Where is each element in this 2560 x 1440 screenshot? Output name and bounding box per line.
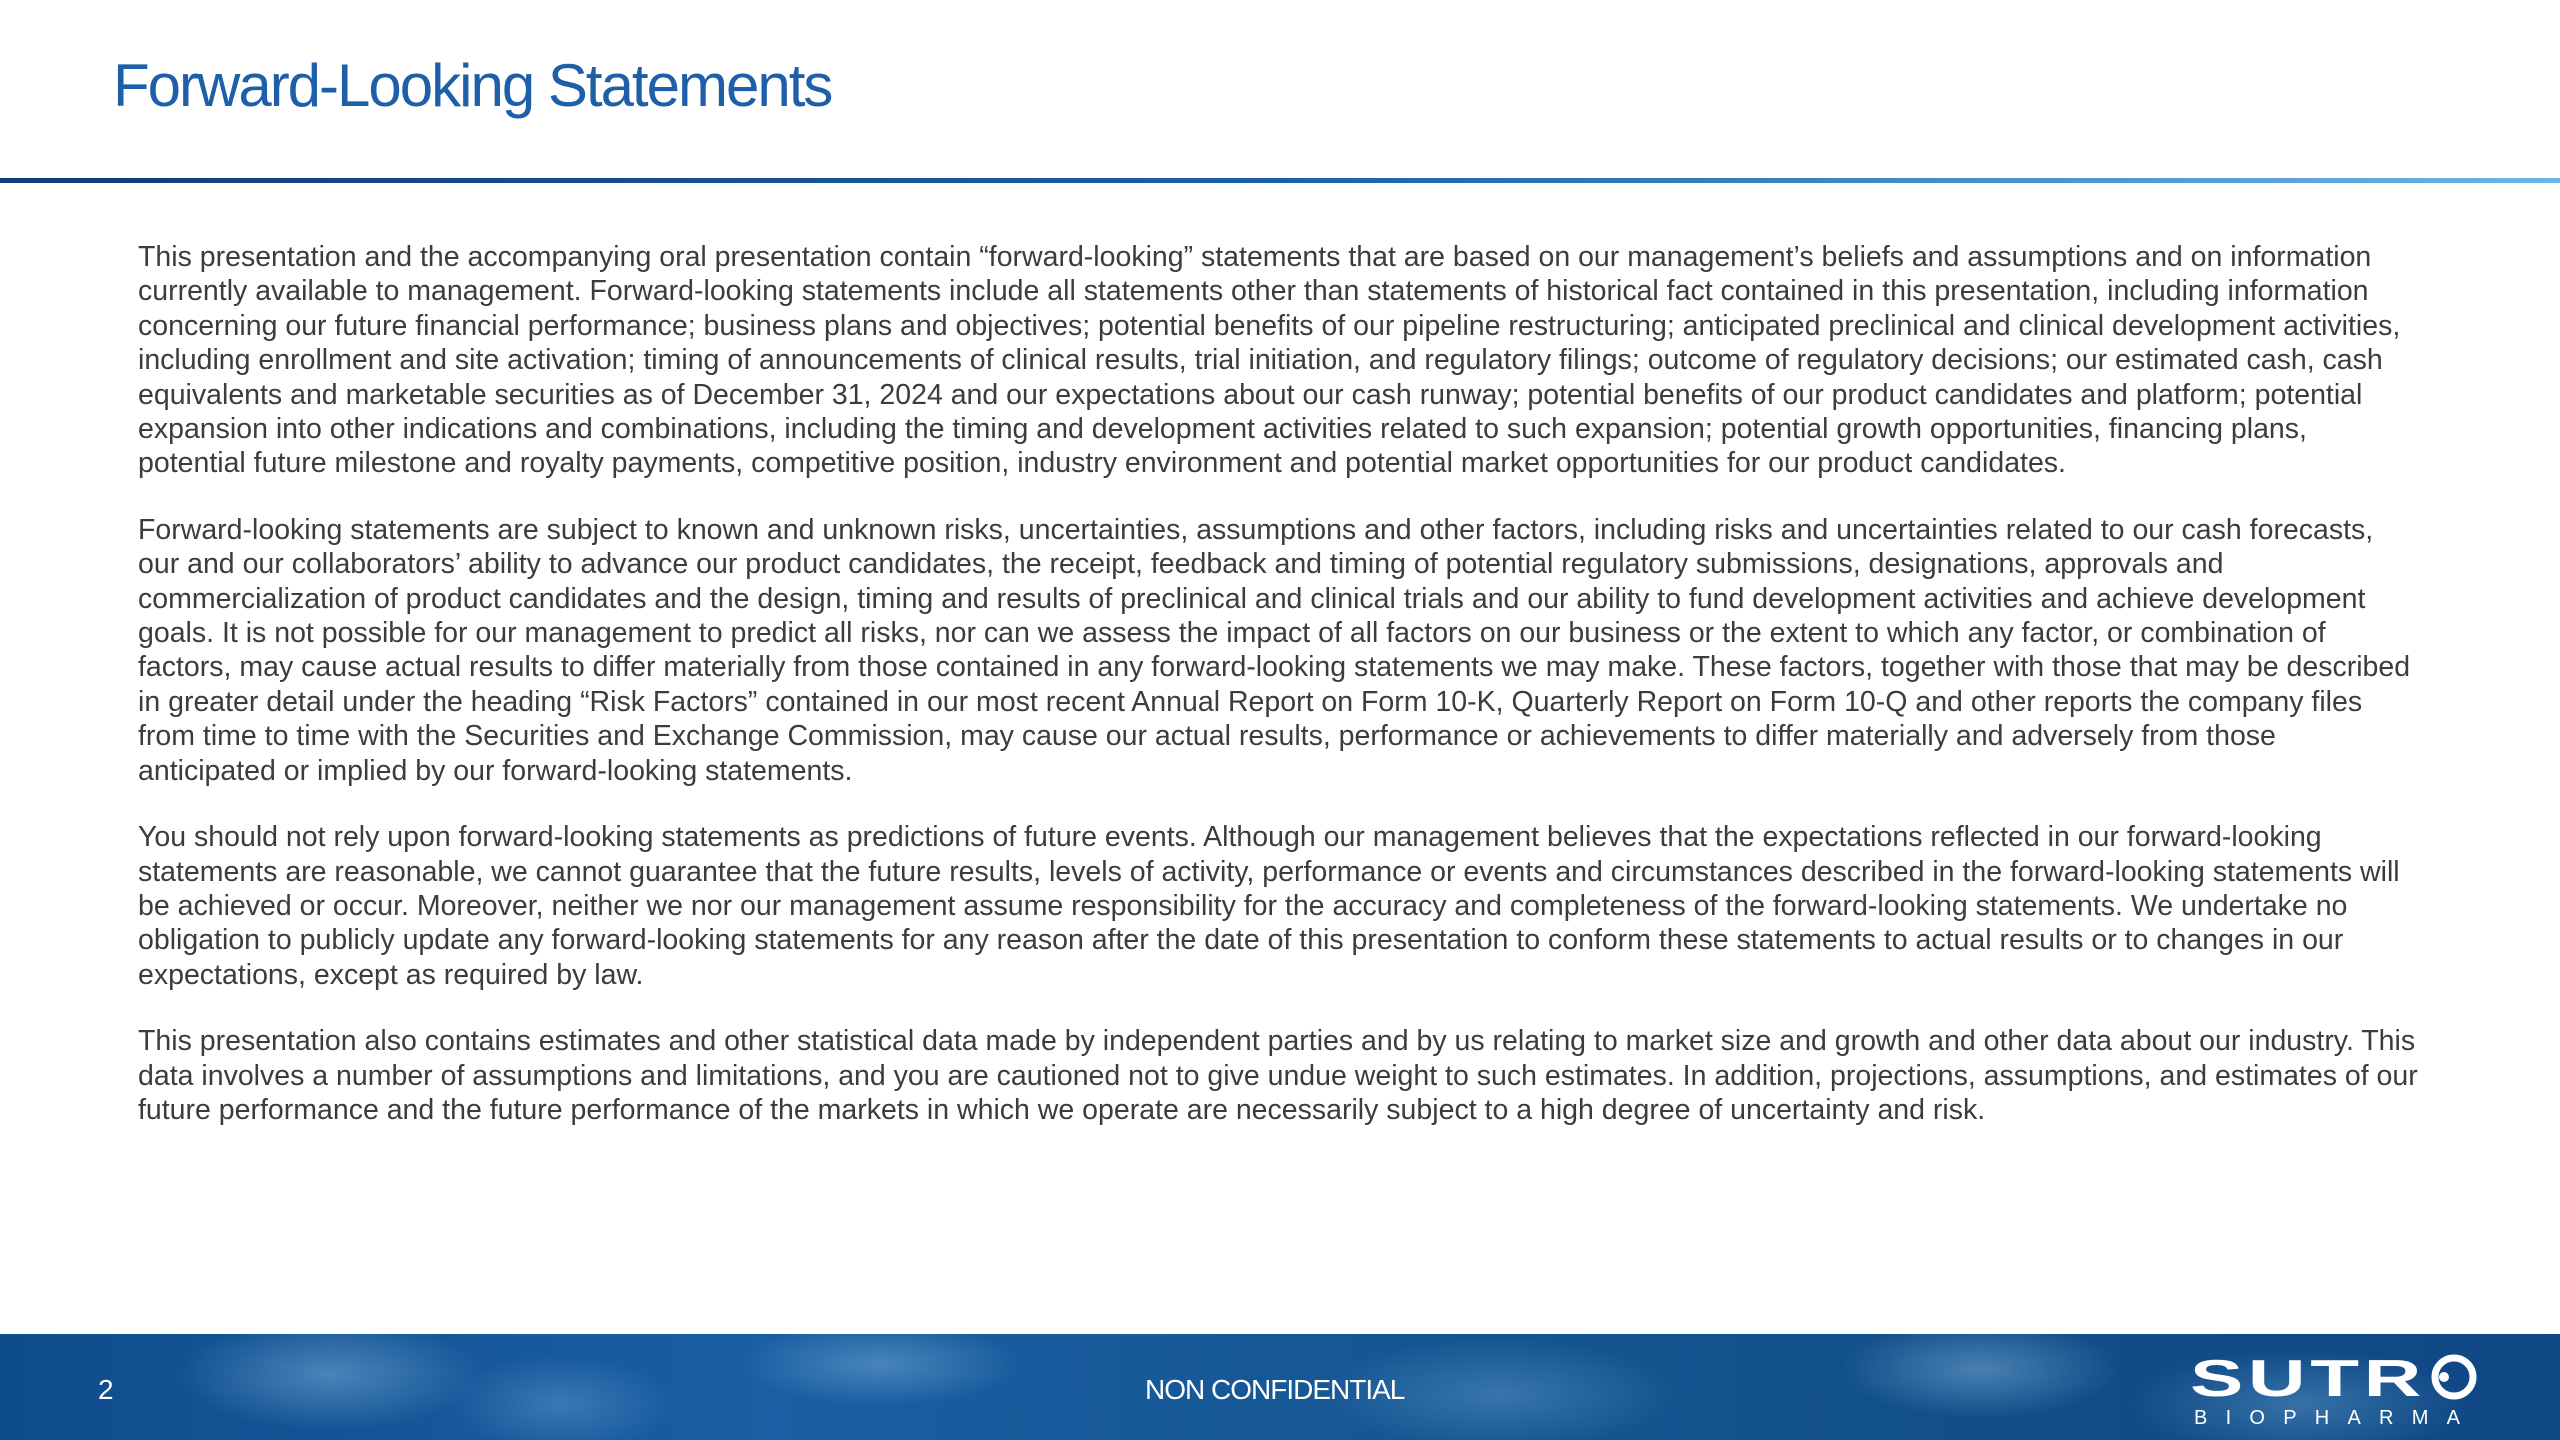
title-divider — [0, 178, 2560, 183]
sutro-biopharma-logo — [2190, 1352, 2480, 1428]
disclaimer-body — [138, 240, 2420, 1159]
paragraph-risks: Forward-looking statements are subject to known and unknown risks, uncertainties, assumptions and other factors, including risks and uncertainties related to our cash forecasts, our and our collaborators’ ability to advance our product candidates, the receipt, feedback and timing of potential regulatory submissions, designations, approvals and commercialization of product candidates and the design, timing and results of preclinical and clinical trials and our ability to fund development activities and achieve development goals. It is not possible for our management to predict all risks, nor can we assess the impact of all factors on our business or the extent to which any factor, or combination of factors, may cause actual results to differ materially from those contained in any forward-looking statements we may make. These factors, together with those that may be described in greater detail under the heading “Risk Factors” contained in our most recent Annual Report on Form 10-K, Quarterly Report on Form 10-Q and other reports the company files from time to time with the Securities and Exchange Commission, may cause our actual results, performance or achievements to differ materially and adversely from those anticipated or implied by our forward-looking statements. — [138, 513, 2411, 787]
paragraph-forward-looking-definition: This presentation and the accompanying oral presentation contain “forward-looking” statements that are based on our management’s beliefs and assumptions and on information currently available to management. Forward-looking statements include all statements other than statements of historical fact contained in this presentation, including information concerning our future financial performance; business plans and objectives; potential benefits of our pipeline restructuring; anticipated preclinical and clinical development activities, including enrollment and site activation; timing of announcements of clinical results, trial initiation, and regulatory filings; outcome of regulatory decisions; our estimated cash, cash equivalents and marketable securities as of December 31, 2024 and our expectations about our cash runway; potential benefits of our product candidates and platform; potential expansion into other indications and combinations, including the timing and development activities related to such expansion; potential growth opportunities, financing plans, potential future milestone and royalty payments, competitive position, industry environment and potential market opportunities for our product candidates. — [138, 241, 2401, 480]
confidentiality-label: NON CONFIDENTIAL — [1145, 1374, 1405, 1405]
svg-text:SUTR: SUTR — [2190, 1352, 2426, 1408]
footer-bar — [0, 1334, 2560, 1440]
paragraph-statistical-data: This presentation also contains estimates and other statistical data made by independent parties and by us relating to market size and growth and other data about our industry. This data involves a number of assumptions and limitations, and you are cautioned not to give undue weight to such estimates. In addition, projections, assumptions, and estimates of our future performance and the future performance of the markets in which we operate are necessarily subject to a high degree of uncertainty and risk. — [138, 1025, 2418, 1126]
slide-title: Forward-Looking Statements — [113, 52, 832, 119]
page-number: 2 — [98, 1374, 114, 1405]
svg-text:BIOPHARMA: BIOPHARMA — [2194, 1407, 2474, 1428]
paragraph-no-reliance: You should not rely upon forward-looking statements as predictions of future events. Although our management believes that the expectations reflected in our forward-looking statements are reasonable, we cannot guarantee that the future results, levels of activity, performance or events and circumstances described in the forward-looking statements will be achieved or occur. Moreover, neither we nor our management assume responsibility for the accuracy and completeness of the forward-looking statements. We undertake no obligation to publicly update any forward-looking statements for any reason after the date of this presentation to conform these statements to actual results or to changes in our expectations, except as required by law. — [138, 821, 2400, 991]
